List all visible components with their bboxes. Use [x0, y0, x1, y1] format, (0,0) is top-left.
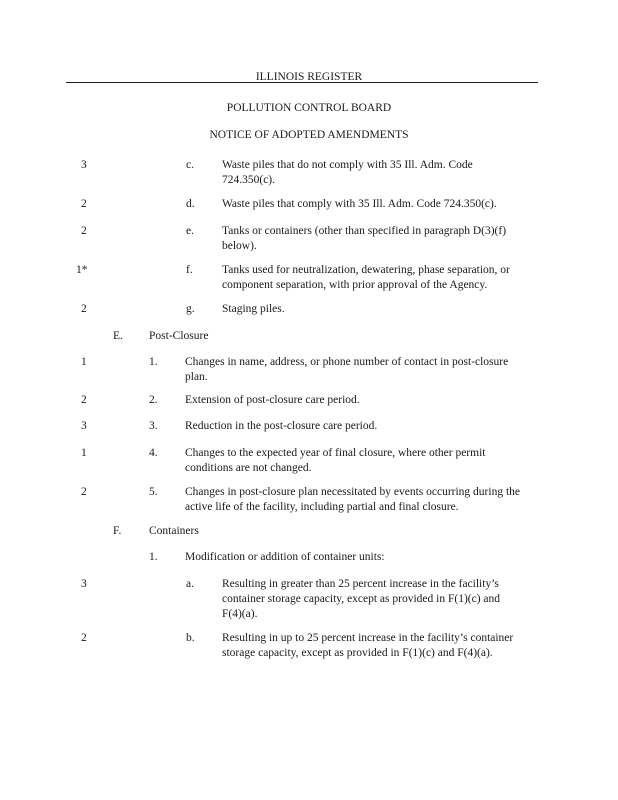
row-marker: c.: [186, 159, 194, 171]
row-class-number: 1*: [76, 264, 88, 276]
row-text: Waste piles that do not comply with 35 Ill. Adm. Code 724.350(c).: [222, 159, 473, 186]
row-marker: g.: [186, 303, 195, 315]
register-title: ILLINOIS REGISTER: [255, 71, 363, 83]
row-class-number: 3: [81, 420, 87, 432]
row-text: Waste piles that comply with 35 Ill. Adm. Code 724.350(c).: [222, 198, 497, 210]
row-text: Tanks used for neutralization, dewatering, phase separation, or component separation, with prior approval of the Agency.: [222, 264, 510, 291]
row-text: Reduction in the post-closure care period.: [185, 420, 378, 432]
row-text: Changes in name, address, or phone number of contact in post-closure plan.: [185, 356, 509, 383]
section-heading: Post-Closure: [149, 330, 209, 342]
section-marker: E.: [113, 330, 123, 342]
row-class-number: 2: [81, 225, 87, 237]
row-marker: 1.: [149, 356, 158, 368]
row-marker: b.: [186, 632, 195, 644]
row-class-number: 2: [81, 303, 87, 315]
header-rule: [66, 82, 538, 83]
row-class-number: 3: [81, 159, 87, 171]
row-text: Extension of post-closure care period.: [185, 394, 360, 406]
row-marker: 4.: [149, 447, 158, 459]
row-text: Staging piles.: [222, 303, 285, 315]
row-class-number: 3: [81, 578, 87, 590]
notice-title: NOTICE OF ADOPTED AMENDMENTS: [209, 129, 409, 141]
board-title: POLLUTION CONTROL BOARD: [226, 102, 392, 114]
row-class-number: 2: [81, 632, 87, 644]
row-marker: 1.: [149, 551, 158, 563]
section-marker: F.: [113, 525, 122, 537]
row-marker: 5.: [149, 486, 158, 498]
row-text: Modification or addition of container units:: [185, 551, 385, 563]
row-text: Changes to the expected year of final closure, where other permit conditions are not changed.: [185, 447, 486, 474]
row-text: Resulting in greater than 25 percent increase in the facility’s container storage capacity, except as provided in F(1)(c) and F(4)(a).: [222, 578, 501, 620]
row-marker: 2.: [149, 394, 158, 406]
row-text: Tanks or containers (other than specified in paragraph D(3)(f) below).: [222, 225, 507, 252]
row-class-number: 1: [81, 447, 87, 459]
section-heading: Containers: [149, 525, 199, 537]
row-marker: e.: [186, 225, 194, 237]
row-marker: a.: [186, 578, 194, 590]
row-class-number: 2: [81, 198, 87, 210]
row-class-number: 1: [81, 356, 87, 368]
row-text: Changes in post-closure plan necessitated by events occurring during the active life of the facility, including partial and final closure.: [185, 486, 521, 513]
row-text: Resulting in up to 25 percent increase in the facility’s container storage capacity, except as provided in F(1)(c) and F(4)(a).: [222, 632, 514, 659]
row-class-number: 2: [81, 486, 87, 498]
row-marker: 3.: [149, 420, 158, 432]
row-marker: f.: [186, 264, 193, 276]
row-class-number: 2: [81, 394, 87, 406]
row-marker: d.: [186, 198, 195, 210]
